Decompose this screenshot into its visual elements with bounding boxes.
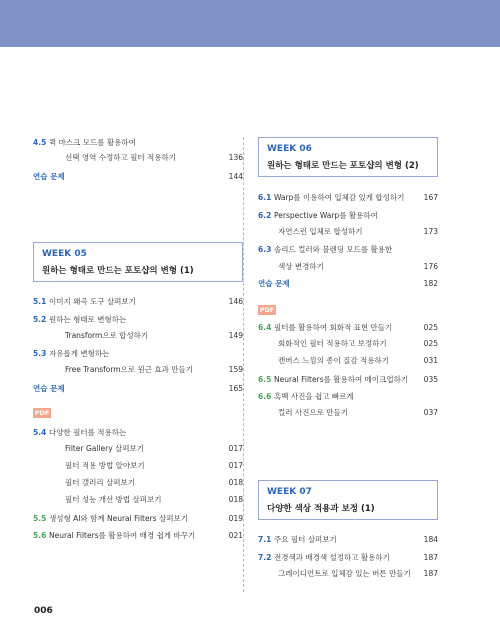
section-number: 4.5 (33, 138, 47, 147)
page-ref: 031 (423, 356, 438, 365)
page-ref: 021 (228, 531, 243, 540)
section-title: 캔버스 느낌의 종이 질감 적용하기 (278, 356, 389, 365)
section-title: 생성형 AI와 함께 Neural Filters 살펴보기 (49, 514, 188, 523)
section-title: 필터 갤러리 살펴보기 (65, 478, 135, 487)
section-title: 필터 적용 방법 알아보기 (65, 461, 145, 470)
exercise-label: 연습 문제 (33, 384, 65, 393)
section-number: 6.1 (258, 193, 272, 202)
toc-entry[interactable] (258, 390, 438, 404)
toc-entry[interactable] (33, 313, 243, 327)
toc-entry[interactable] (258, 567, 438, 581)
section-number: 6.5 (258, 375, 272, 384)
page-ref: 187 (423, 569, 438, 578)
exercise-label: 연습 문제 (258, 279, 290, 288)
pdf-badge: PDF (259, 306, 275, 314)
section-title: Free Transform으로 원근 효과 만들기 (65, 365, 193, 374)
page-ref: 017 (228, 444, 243, 453)
toc-entry[interactable] (258, 225, 438, 239)
section-title: 전경색과 배경색 설정하고 활용하기 (274, 553, 390, 562)
toc-entry[interactable] (33, 476, 243, 490)
page-ref: 019 (228, 514, 243, 523)
page-ref: 025 (423, 323, 438, 332)
toc-entry[interactable] (33, 295, 243, 309)
section-title: 솔리드 컬러와 블렌딩 모드를 활용한 (274, 245, 393, 254)
page-ref: 017 (228, 461, 243, 470)
toc-entry[interactable] (33, 363, 243, 377)
section-title: 주요 필터 살펴보기 (274, 535, 337, 544)
section-number: 6.6 (258, 392, 272, 401)
toc-entry[interactable] (258, 321, 438, 335)
section-title: 필터를 활용하여 회화적 표현 만들기 (274, 323, 393, 332)
section-number: 6.3 (258, 245, 272, 254)
section-title: 자연스런 입체로 합성하기 (278, 227, 363, 236)
section-title: 컬러 사진으로 만들기 (278, 408, 348, 417)
page-number: 006 (34, 606, 53, 616)
toc-entry[interactable] (258, 337, 438, 351)
section-title: Warp를 이용하여 입체감 있게 합성하기 (274, 193, 405, 202)
page-ref: 144 (228, 172, 243, 181)
toc-entry[interactable] (33, 151, 243, 165)
page-ref: 187 (423, 553, 438, 562)
page-ref: 035 (423, 375, 438, 384)
week-06-header (258, 137, 438, 177)
page-ref: 165 (228, 384, 243, 393)
page-ref: 018 (228, 478, 243, 487)
section-title: 선택 영역 수정하고 필터 적용하기 (65, 153, 176, 162)
section-title: 필터 성능 개선 방법 살펴보기 (65, 495, 162, 504)
toc-entry[interactable] (33, 529, 243, 543)
page-ref: 018 (228, 495, 243, 504)
section-title: 원하는 형태로 변형하는 (49, 315, 127, 324)
page-ref: 176 (423, 262, 438, 271)
section-number: 6.2 (258, 211, 272, 220)
section-title: 회화적인 필터 적용하고 보정하기 (278, 339, 387, 348)
toc-entry[interactable] (33, 493, 243, 507)
week-title: 원하는 형태로 만드는 포토샵의 변형 (2) (267, 161, 419, 171)
toc-entry[interactable] (33, 442, 243, 456)
toc-entry[interactable] (258, 354, 438, 368)
page-ref: 184 (423, 535, 438, 544)
week-title: 원하는 형태로 만드는 포토샵의 변형 (1) (42, 266, 194, 276)
page-ref: 159 (228, 365, 243, 374)
page-ref: 146 (228, 297, 243, 306)
section-title: 그레이디언트로 입체감 있는 버튼 만들기 (278, 569, 411, 578)
toc-entry[interactable] (258, 209, 438, 223)
section-title: Filter Gallery 살펴보기 (65, 444, 145, 453)
section-number: 7.2 (258, 553, 272, 562)
toc-entry[interactable] (258, 260, 438, 274)
toc-entry[interactable] (33, 426, 243, 440)
section-title: 흑백 사진을 쉽고 빠르게 (274, 392, 354, 401)
exercise-entry[interactable] (33, 382, 243, 396)
page-ref: 167 (423, 193, 438, 202)
week-07-header (258, 480, 438, 520)
section-number: 7.1 (258, 535, 272, 544)
week-label: WEEK 05 (42, 249, 87, 259)
toc-entry[interactable] (33, 459, 243, 473)
toc-entry[interactable] (258, 373, 438, 387)
section-number: 5.2 (33, 315, 47, 324)
section-title: 이미지 왜곡 도구 살펴보기 (49, 297, 136, 306)
toc-entry[interactable] (258, 243, 438, 257)
section-number: 5.6 (33, 531, 47, 540)
top-banner (0, 0, 500, 47)
week-label: WEEK 07 (267, 487, 312, 497)
exercise-entry[interactable] (258, 277, 438, 291)
section-number: 5.3 (33, 349, 47, 358)
page-ref: 182 (423, 279, 438, 288)
section-title: 퀵 마스크 모드를 활용하여 (49, 138, 136, 147)
page-ref: 025 (423, 339, 438, 348)
section-number: 5.4 (33, 428, 47, 437)
exercise-label: 연습 문제 (33, 172, 65, 181)
section-title: Transform으로 합성하기 (65, 331, 149, 340)
section-number: 6.4 (258, 323, 272, 332)
week-label: WEEK 06 (267, 144, 312, 154)
section-number: 5.1 (33, 297, 47, 306)
exercise-entry[interactable] (33, 170, 243, 184)
pdf-badge: PDF (34, 409, 50, 417)
page-ref: 037 (423, 408, 438, 417)
toc-entry[interactable] (33, 347, 243, 361)
toc-entry[interactable] (258, 551, 438, 565)
toc-entry[interactable] (33, 512, 243, 526)
section-title: 자유롭게 변형하는 (49, 349, 110, 358)
toc-entry[interactable] (33, 136, 243, 150)
column-divider (243, 137, 244, 592)
page-ref: 173 (423, 227, 438, 236)
toc-entry[interactable] (258, 406, 438, 420)
section-title: Neural Filters를 활용하여 메이크업하기 (274, 375, 409, 384)
page-ref: 136 (228, 153, 243, 162)
section-number: 5.5 (33, 514, 47, 523)
page-ref: 149 (228, 331, 243, 340)
week-05-header (33, 242, 243, 282)
toc-entry[interactable] (258, 191, 438, 205)
week-title: 다양한 색상 적용과 보정 (1) (267, 504, 375, 514)
toc-entry[interactable] (33, 329, 243, 343)
section-title: 다양한 필터를 적용하는 (49, 428, 127, 437)
section-title: 색상 변경하기 (278, 262, 324, 271)
section-title: Neural Filters를 활용하여 배경 쉽게 바꾸기 (49, 531, 196, 540)
toc-entry[interactable] (258, 533, 438, 547)
section-title: Perspective Warp를 활용하여 (274, 211, 378, 220)
